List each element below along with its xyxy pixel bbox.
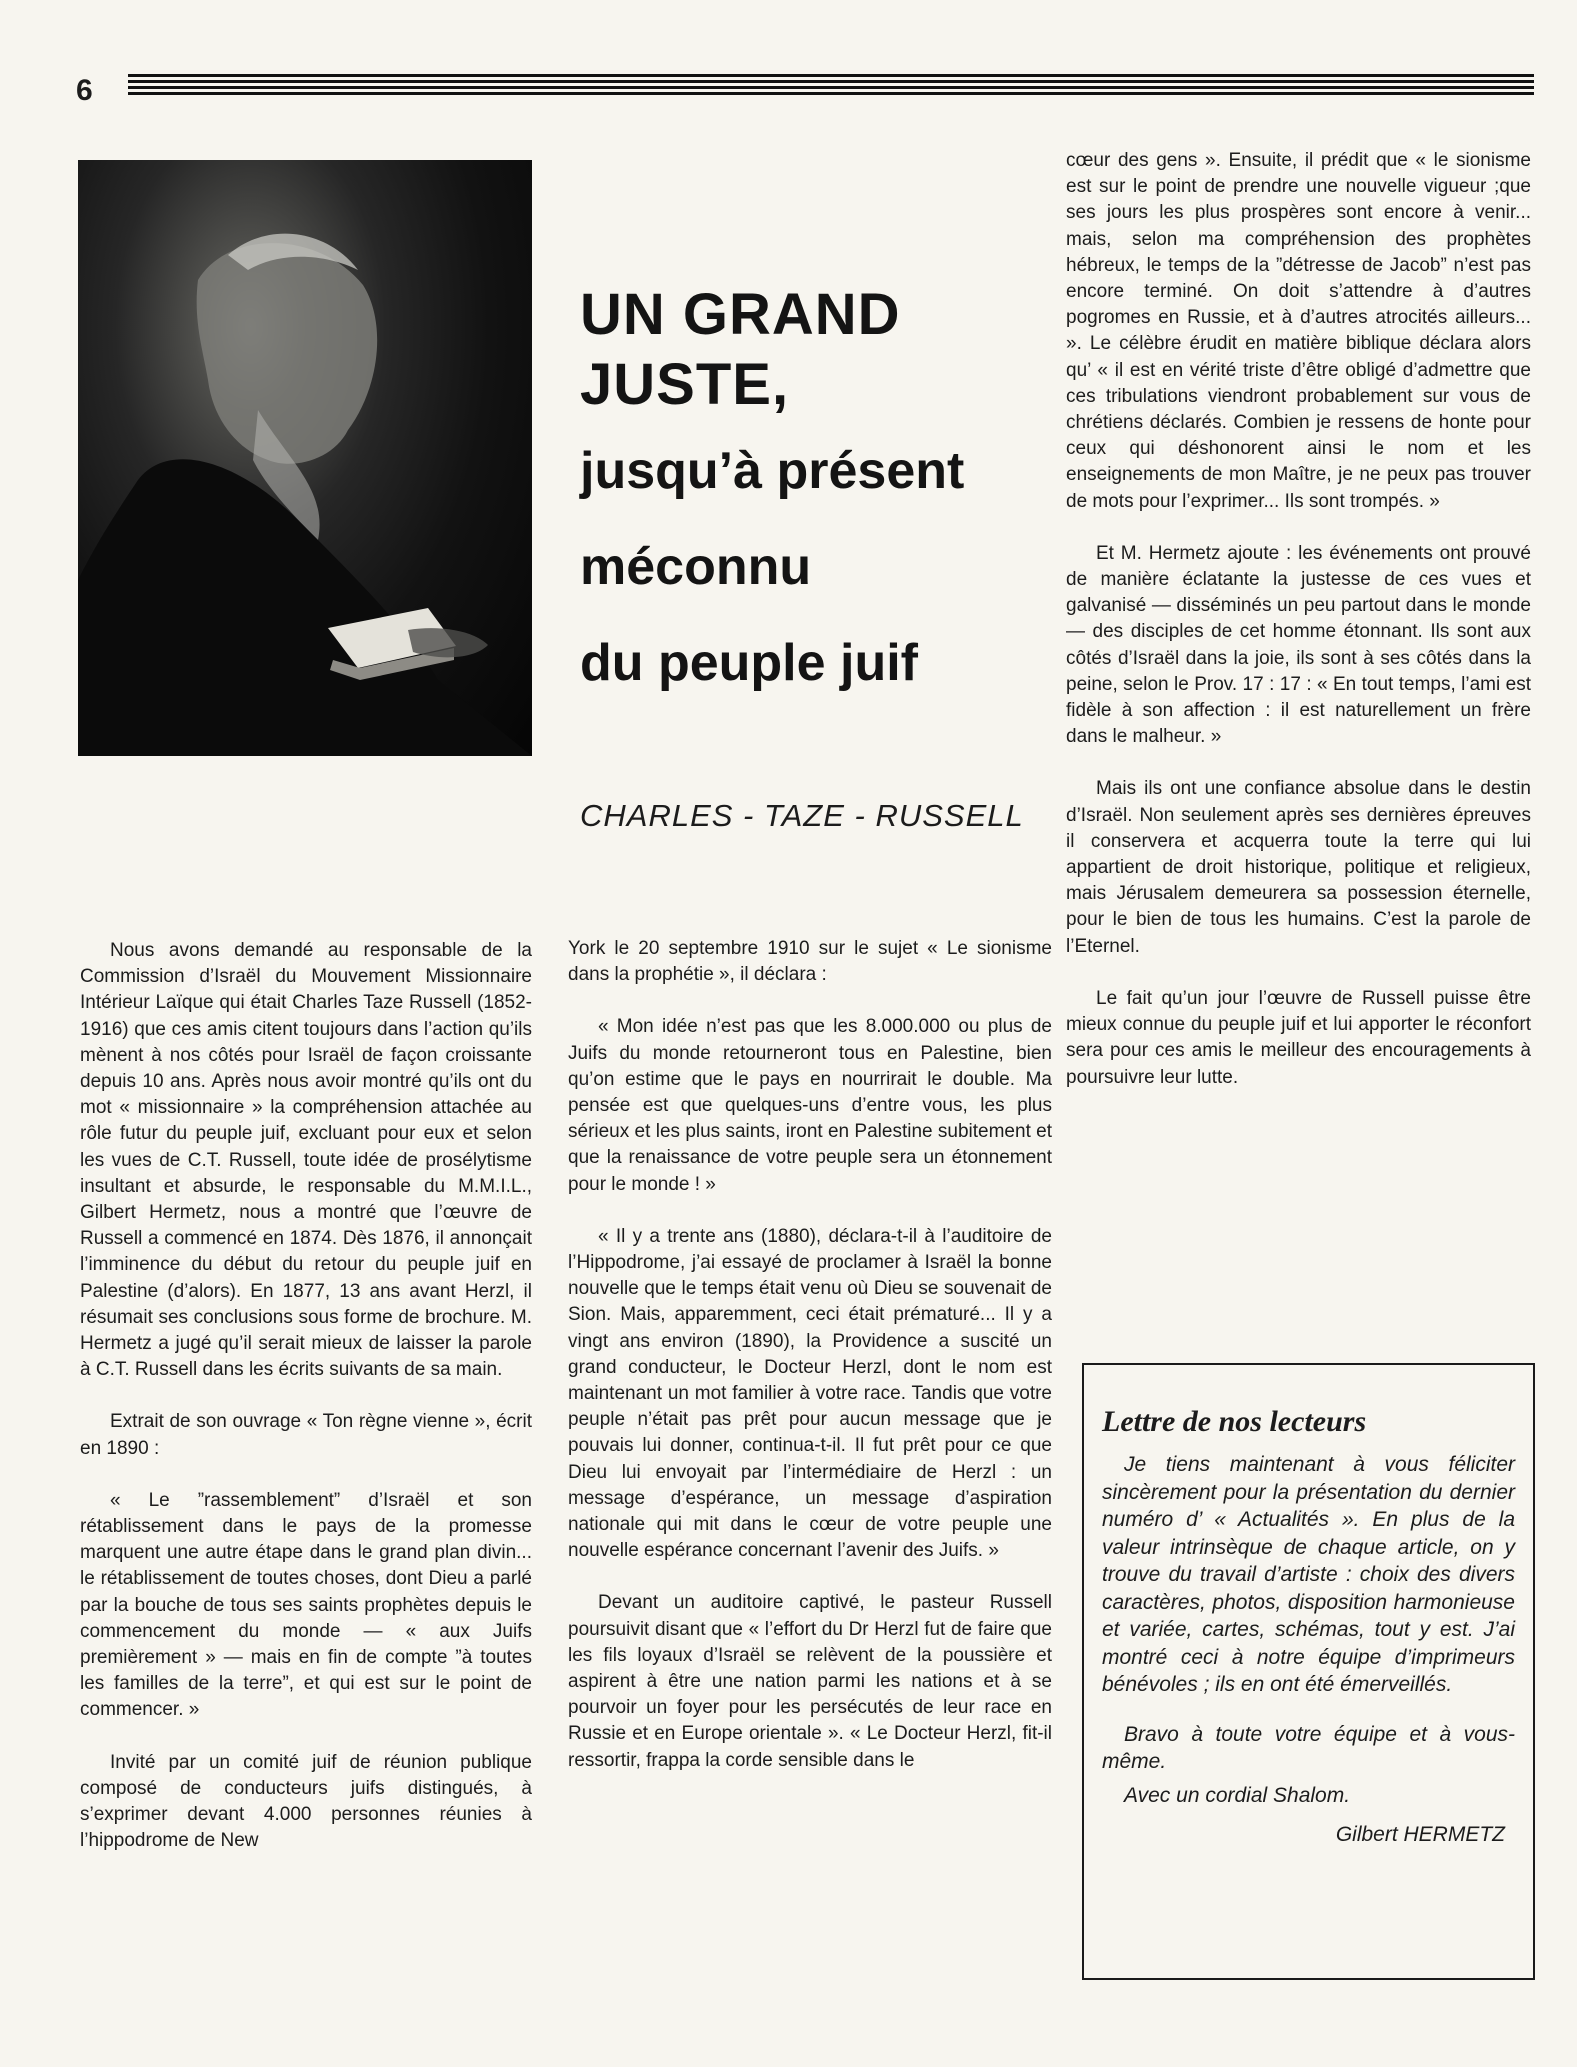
header-rule [128,74,1534,98]
letter-bravo: Bravo à toute votre équipe et à vous-même. [1102,1722,1515,1773]
title-line-4: méconnu [580,538,812,596]
paragraph: York le 20 septembre 1910 sur le sujet « Le sionisme dans la prophétie », il déclara : [568,938,1052,986]
title-line-3: jusqu’à présent [580,442,965,500]
article-column-2 [568,936,1052,1800]
letter-title: Lettre de nos lecteurs [1102,1405,1367,1438]
article-title [580,280,1060,708]
portrait-photo [78,160,532,756]
paragraph: Extrait de son ouvrage « Ton règne vienne », écrit en 1890 : [80,1411,532,1459]
paragraph: « Le ”rassemblement” d’Israël et son rétablissement dans le pays de la promesse marquent une autre étape dans le grand plan divin... le rétablissement de toutes choses, dont Dieu a parlé par la bouche de tous ses saints prophètes depuis le commencement du monde — « aux Juifs premièrement » — mais en fin de compte ”à toutes les familles de la terre”, et qui est sur le point de commencer. » [80,1489,532,1721]
paragraph: Et M. Hermetz ajoute : les événements ont prouvé de manière éclatante la justesse de ces vues et galvanisé — disséminés un peu partout dans le monde — des disciples de cet homme étonnant. Ils sont aux côtés d’Israël dans la joie, ils sont à ses côtés dans la peine, selon le Prov. 17 : 17 : « En tout temps, l’ami est fidèle à son affection : il est naturellement un frère dans le malheur. » [1066,542,1531,748]
article-column-3 [1066,148,1531,1117]
title-line-5: du peuple juif [580,634,918,692]
letter-body: Je tiens maintenant à vous féliciter sincèrement pour la présentation du dernier numéro d’ « Actualités ». En plus de la valeur intrinsèque de chaque article, on y trouve du travail d’artiste : choix des divers caractères, photos, disposition harmonieuse et variée, cartes, schémas, tout y est. J’ai montré ceci à notre équipe d’imprimeurs bénévoles ; ils en ont été émerveillés. [1102,1453,1515,1696]
letter-closing: Avec un cordial Shalom. [1124,1783,1351,1807]
page-number: 6 [76,74,93,107]
article-column-1 [80,938,532,1881]
title-line-2: JUSTE, [580,352,790,417]
paragraph: Nous avons demandé au responsable de la Commission d’Israël du Mouvement Missionnaire Intérieur Laïque qui était Charles Taze Russell (1852-1916) que ces amis citent toujours dans l’action qu’ils mènent à nos côtés pour Israël de façon croissante depuis 10 ans. Après nous avoir montré qu’ils ont du mot « missionnaire » la compréhension attachée au rôle futur du peuple juif, excluant pour eux et selon les vues de C.T. Russell, toute idée de prosélytisme insultant et absurde, le responsable du M.M.I.L., Gilbert Hermetz, nous a montré que l’œuvre de Russell a commencé en 1874. Dès 1876, il annonçait l’imminence du début du retour du peuple juif en Palestine (d’alors). En 1877, 13 ans avant Herzl, il résumait ses conclusions sous forme de brochure. M. Hermetz a jugé qu’il serait mieux de laisser la parole à C.T. Russell dans les écrits suivants de sa main. [80,940,532,1381]
paragraph: « Mon idée n’est pas que les 8.000.000 ou plus de Juifs du monde retourneront tous en Palestine, bien qu’on estime que le pays en nourrirait le double. Ma pensée est que quelques-uns d’entre vous, les plus sérieux et les plus saints, iront en Palestine subitement et que la renaissance de votre peuple sera un étonnement pour le monde ! » [568,1016,1052,1195]
letter-signature: Gilbert HERMETZ [1335,1823,1505,1846]
paragraph: Devant un auditoire captivé, le pasteur Russell poursuivit disant que « l’effort du Dr Herzl fut de faire que les fils loyaux d’Israël se relèvent de la poussière et aspirent à être une nation parmi les nations et à se pourvoir un foyer pour les persécutés de leur race en Russie et en Europe orientale ». « Le Docteur Herzl, fit-il ressortir, frappa la corde sensible dans le [568,1592,1052,1771]
article-subtitle: CHARLES - TAZE - RUSSELL [580,798,1024,833]
title-line-1: UN GRAND [580,282,901,347]
paragraph: Mais ils ont une confiance absolue dans le destin d’Israël. Non seulement après ses dernières épreuves il conservera et acquerra toute la terre qui lui appartient de droit historique, politique et religieux, mais Jérusalem demeurera sa possession éternelle, pour le bien de tous les humains. C’est la parole de l’Eternel. [1066,778,1531,957]
paragraph: « Il y a trente ans (1880), déclara-t-il à l’auditoire de l’Hippodrome, j’ai essayé de proclamer à Israël la bonne nouvelle que le temps était venu où Dieu se souvenait de Sion. Mais, apparemment, ceci était prématuré... Il y a vingt ans environ (1890), la Providence a suscité un grand conducteur, le Docteur Herzl, dont le nom est maintenant un mot familier à votre race. Tandis que votre peuple n’était pas prêt pour aucun message que je pouvais lui donner, continua-t-il. Il fut prêt pour ce que Dieu lui envoyait par l’intermédiaire de Herzl : un message d’espérance, un message d’aspiration nationale qui mit dans le cœur de votre peuple une nouvelle espérance concernant l’avenir des Juifs. » [568,1225,1052,1562]
paragraph: Le fait qu’un jour l’œuvre de Russell puisse être mieux connue du peuple juif et lui apporter le réconfort sera pour ces amis le meilleur des encouragements à poursuivre leur lutte. [1066,987,1531,1088]
paragraph: cœur des gens ». Ensuite, il prédit que « le sionisme est sur le point de prendre une nouvelle vigueur ;que ses jours les plus prospères sont encore à venir... mais, selon ma compréhension des prophètes hébreux, le temps de la ”détresse de Jacob” n’est pas encore terminé. On doit s’attendre à d’autres pogromes en Russie, et à d’autres atrocités ailleurs... ». Le célèbre érudit en matière biblique déclara alors qu’ « il est en vérité triste d’être obligé d’admettre que ces tribulations viendront probablement sur vous de chrétiens déclarés. Combien je ressens de honte pour ceux qui déshonorent ainsi le nom et les enseignements de mon Maître, je ne peux pas trouver de mots pour l’exprimer... Ils sont trompés. » [1066,150,1531,512]
paragraph: Invité par un comité juif de réunion publique composé de conducteurs juifs distingués, à s’exprimer devant 4.000 personnes réunies à l’hippodrome de New [80,1751,532,1852]
reader-letter-box [1082,1363,1535,1980]
